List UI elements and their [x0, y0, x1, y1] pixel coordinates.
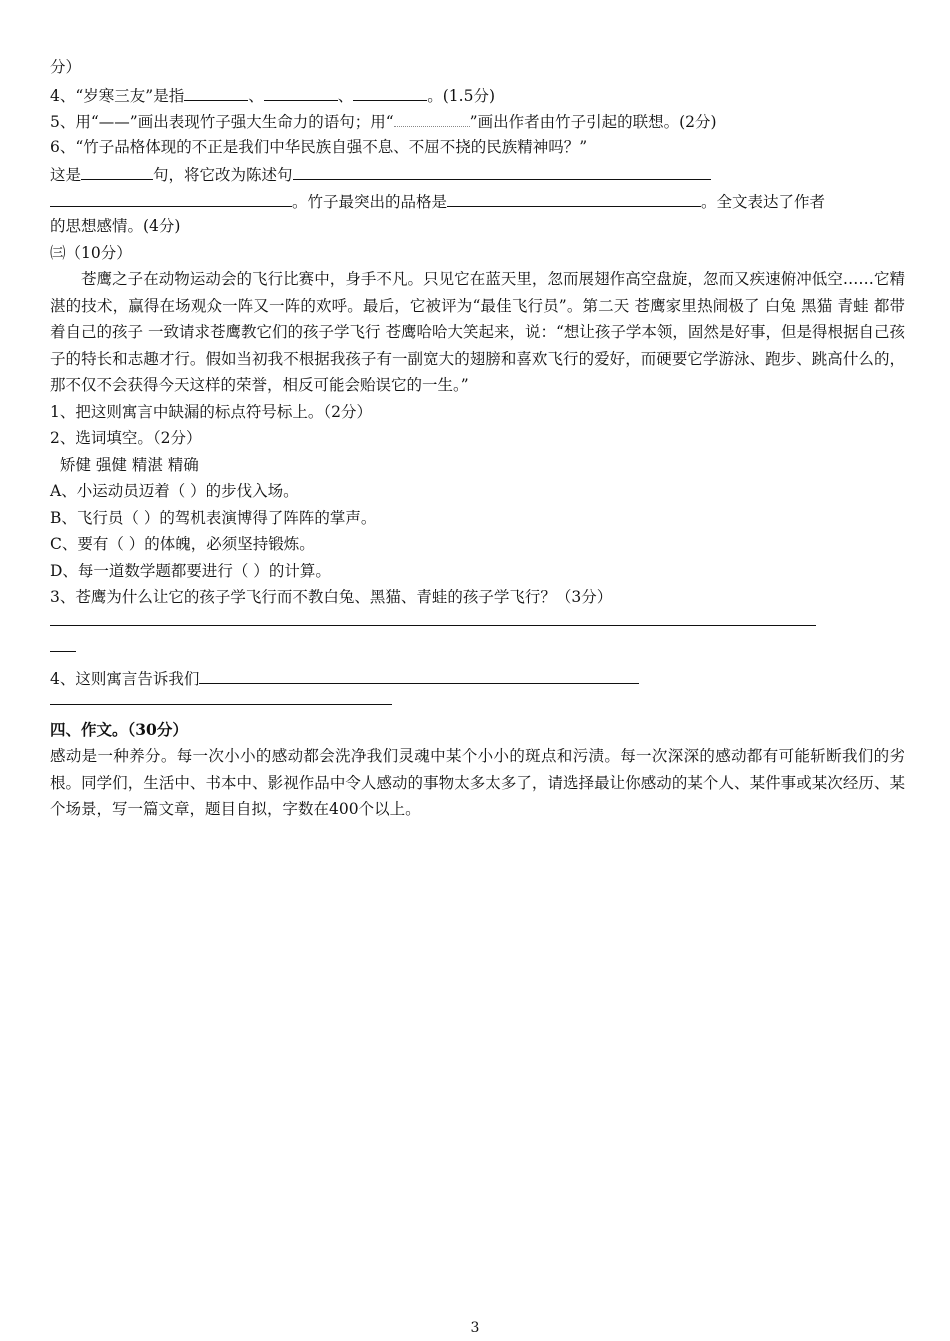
q6b-middle: 句，将它改为陈述句 [153, 166, 293, 184]
line-fen [50, 54, 905, 81]
question-6 [50, 134, 905, 161]
q6b-prefix: 这是 [50, 166, 82, 184]
section-3-title: ㈢（10分） [50, 243, 132, 262]
q4-suffix: 。(1.5分) [427, 86, 495, 105]
answer-blank[interactable] [81, 160, 153, 180]
s3-question-1 [50, 399, 905, 426]
section-3-header [50, 240, 905, 267]
answer-blank[interactable] [199, 664, 639, 684]
fill-item-a-text: A、小运动员迈着（ ）的步伐入场。 [50, 482, 299, 500]
question-6-line-d [50, 213, 905, 240]
s3-question-3 [50, 584, 905, 611]
q6-text: 6、“竹子品格体现的不正是我们中华民族自强不息、不屈不挠的民族精神吗？” [50, 137, 588, 156]
fill-item-b [50, 505, 905, 532]
q4-prefix: 4、“岁寒三友”是指 [50, 86, 185, 105]
q5-part-a: 5、用“——”画出表现竹子强大生命力的语句；用“ [50, 113, 394, 131]
fill-item-c-text: C、要有（ ）的体魄，必须坚持锻炼。 [50, 535, 315, 553]
text-fen: 分） [50, 58, 82, 76]
word-choices [50, 452, 905, 479]
answer-line-row-short [50, 637, 905, 664]
question-4-suihan [50, 81, 905, 108]
fill-item-c [50, 531, 905, 558]
composition-prompt: 感动是一种养分。每一次小小的感动都会洗净我们灵魂中某个小小的斑点和污渍。每一次深深的感动都有可能斩断我们的劣根。同学们，生活中、书本中、影视作品中令人感动的事物太多太多了，请选择最让你感动的某个人、某件事或某次经历、某个场景，写一篇文章，题目自拟，字数在400个以上。 [50, 747, 905, 818]
answer-line-row [50, 611, 905, 638]
answer-blank[interactable] [353, 81, 427, 101]
answer-blank[interactable] [50, 187, 292, 207]
answer-line[interactable] [50, 611, 816, 626]
q4-sep1: 、 [248, 86, 264, 105]
s3-q1-text: 1、把这则寓言中缺漏的标点符号标上。（2分） [50, 402, 372, 421]
fable-paragraph: 苍鹰之子在动物运动会的飞行比赛中，身手不凡。只见它在蓝天里，忽而展翅作高空盘旋，忽而又疾速俯冲低空……它精湛的技术，赢得在场观众一阵又一阵的欢呼。最后，它被评为“最佳飞行员”。第二天 苍鹰家里热闹极了 白兔 黑猫 青蛙 都带着自己的孩子 一致请求苍鹰教它们的孩子学飞行 苍鹰哈哈大笑起来，说：“想让孩子学本领，固然是好事，但是得根据自己孩子的特长和志趣才行。假如当初我不根据我孩子有一副宽大的翅膀和喜欢飞行的爱好，而硬要它学游泳、跑步、跳高什么的，那不仅不会获得今天这样的荣誉，相反可能会贻误它的一生。” [50, 270, 905, 394]
s3-q2-text: 2、选词填空。（2分） [50, 429, 202, 447]
fill-item-d [50, 558, 905, 585]
q6c-suffix: 。全文表达了作者 [701, 192, 826, 211]
s3-question-2 [50, 425, 905, 452]
fill-item-a [50, 478, 905, 505]
s3-question-4 [50, 664, 905, 691]
fill-item-b-text: B、飞行员（ ）的驾机表演博得了阵阵的掌声。 [50, 508, 377, 527]
page-number: 3 [470, 1320, 480, 1336]
section-4-header [50, 717, 905, 744]
section-4-title: 四、作文。（30分） [50, 719, 188, 739]
wavy-mark [394, 107, 470, 127]
s3-q4-text: 4、这则寓言告诉我们 [50, 669, 200, 688]
s3-q3-text: 3、苍鹰为什么让它的孩子学飞行而不教白兔、黑猫、青蛙的孩子学飞行？（3分） [50, 588, 613, 606]
answer-blank[interactable] [293, 160, 711, 180]
question-6-line-b [50, 160, 905, 187]
exam-page [50, 54, 905, 823]
answer-blank[interactable] [447, 187, 701, 207]
answer-blank[interactable] [264, 81, 338, 101]
answer-line[interactable] [50, 637, 76, 652]
answer-line[interactable] [50, 690, 392, 705]
question-5 [50, 107, 905, 134]
fill-item-d-text: D、每一道数学题都要进行（ ）的计算。 [50, 561, 331, 580]
q6c-middle: 。竹子最突出的品格是 [292, 192, 448, 211]
answer-line-row-4 [50, 690, 905, 717]
q6d-text: 的思想感情。(4分) [50, 217, 181, 235]
question-6-line-c [50, 187, 905, 214]
q4-sep2: 、 [337, 86, 354, 105]
answer-blank[interactable] [184, 81, 248, 101]
word-choices-text: 矫健 强健 精湛 精确 [60, 455, 199, 474]
q5-part-b: ”画出作者由竹子引起的联想。(2分) [469, 113, 717, 131]
